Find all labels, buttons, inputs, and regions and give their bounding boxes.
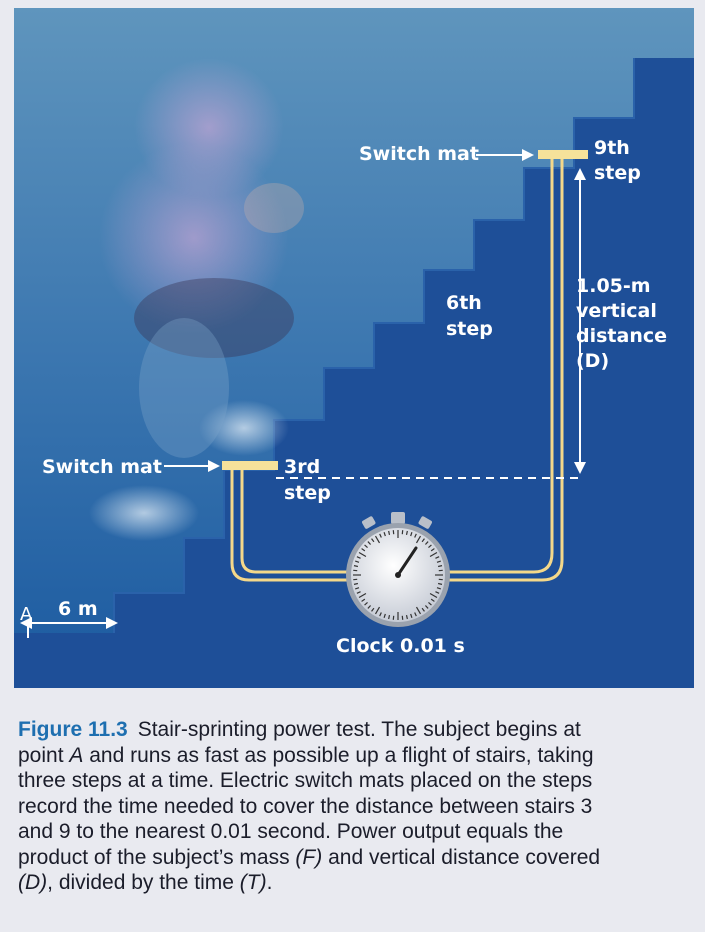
caption-text-6a: product of the subject’s mass [18,845,296,869]
caption-time-t: (T) [239,871,267,894]
label-vertical-4: (D) [576,350,610,372]
stopwatch-tick [389,531,390,535]
caption-line-1 [18,717,688,743]
caption-text-2a: point [18,743,70,767]
label-3rd: 3rd [284,456,321,478]
caption-point-a: A [69,743,84,767]
caption-text-7a: , divided by the time [47,871,240,894]
caption-text-2b: and runs as fast as possible up a flight of stairs, taking [83,743,594,767]
label-9th: 9th [594,137,630,159]
caption-line-4: record the time needed to cover the distance between stairs 3 [18,794,593,818]
label-vertical-3: distance [576,325,668,347]
caption-line-2 [18,743,688,769]
label-clock: Clock 0.01 s [336,635,465,657]
label-switch-mat-bottom: Switch mat [42,456,162,478]
caption-text-1: Stair-sprinting power test. The subject begins at [137,718,581,741]
caption-line-6 [18,845,688,871]
label-vertical-1: 1.05-m [576,275,651,297]
caption-line-7 [18,870,688,896]
label-6m: 6 m [58,598,98,620]
label-switch-mat-top: Switch mat [359,143,479,165]
label-3rd-step: step [284,482,331,504]
label-vertical-2: vertical [576,300,657,322]
stair-sprint-illustration [14,8,694,688]
figure-caption [18,717,688,896]
label-9th-step: step [594,162,641,184]
illustration-svg [14,8,694,688]
stopwatch-tick [389,615,390,619]
caption-line-3: three steps at a time. Electric switch mats placed on the steps [18,769,593,792]
bottom-switch-mat [222,461,278,470]
caption-distance-d: (D) [18,871,48,894]
label-6th-step: step [446,318,493,340]
stopwatch-tick [354,584,358,585]
label-6th: 6th [446,292,482,314]
stopwatch-tick [438,566,442,567]
top-switch-mat [538,150,588,159]
stopwatch-tick [438,584,442,585]
caption-text-6b: and vertical distance covered [322,845,601,869]
caption-text-7b: . [266,871,273,894]
stopwatch-tick [354,566,358,567]
caption-line-5: and 9 to the nearest 0.01 second. Power output equals the [18,820,564,843]
label-point-a: A [20,604,33,625]
stopwatch-tick [407,531,408,535]
stopwatch-tick [407,615,408,619]
figure-number: Figure 11.3 [18,718,128,741]
caption-mass-f: (F) [295,845,323,869]
